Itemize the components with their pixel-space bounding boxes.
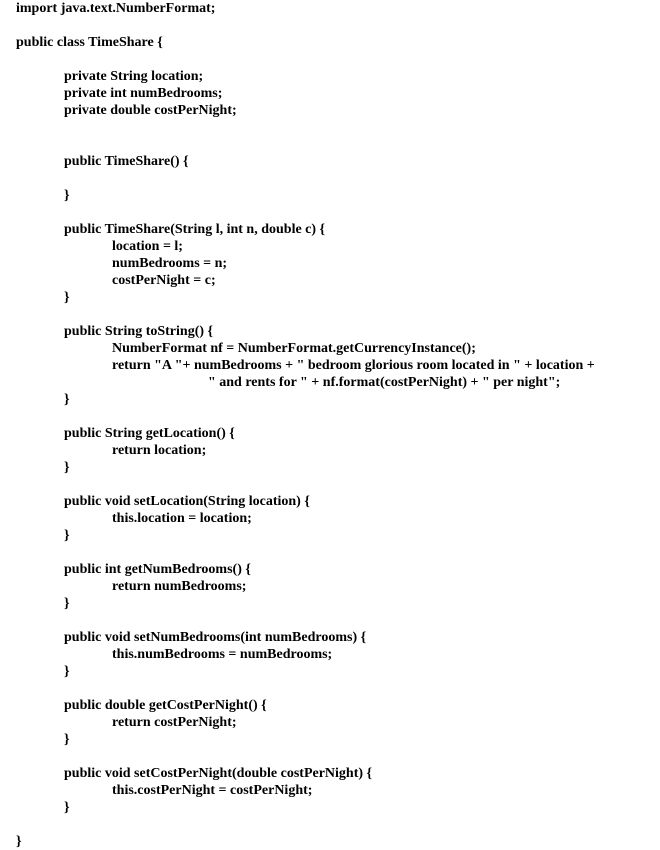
- code-line: this.numBedrooms = numBedrooms;: [112, 647, 333, 662]
- code-line: return "A "+ numBedrooms + " bedroom glorious room located in " + location +: [112, 358, 595, 373]
- code-line: NumberFormat nf = NumberFormat.getCurrencyInstance();: [112, 341, 476, 356]
- code-line: location = l;: [112, 239, 183, 254]
- blank-line: [16, 306, 656, 323]
- blank-line: [16, 408, 656, 425]
- java-source-listing: [16, 0, 656, 850]
- code-line: public class TimeShare {: [16, 35, 163, 50]
- code-line: public void setCostPerNight(double costPerNight) {: [64, 766, 373, 781]
- blank-line: [16, 51, 656, 68]
- code-line: private String location;: [64, 69, 204, 84]
- code-line: import java.text.NumberFormat;: [16, 1, 216, 16]
- code-line: }: [64, 732, 70, 747]
- code-line: costPerNight = c;: [112, 273, 216, 288]
- code-line: return location;: [112, 443, 207, 458]
- blank-line: [16, 748, 656, 765]
- blank-line: [16, 816, 656, 833]
- code-line: public int getNumBedrooms() {: [64, 562, 251, 577]
- code-line: }: [64, 800, 70, 815]
- code-line: }: [64, 392, 70, 407]
- blank-line: [16, 544, 656, 561]
- blank-line: [16, 204, 656, 221]
- code-line: }: [64, 188, 70, 203]
- code-line: public TimeShare() {: [64, 154, 189, 169]
- code-line: }: [64, 528, 70, 543]
- code-line: }: [64, 460, 70, 475]
- code-line: public String toString() {: [64, 324, 214, 339]
- code-line: this.costPerNight = costPerNight;: [112, 783, 313, 798]
- code-line: private int numBedrooms;: [64, 86, 223, 101]
- code-line: " and rents for " + nf.format(costPerNight) + " per night";: [208, 375, 561, 390]
- code-line: numBedrooms = n;: [112, 256, 228, 271]
- code-line: private double costPerNight;: [64, 103, 237, 118]
- blank-line: [16, 476, 656, 493]
- code-line: }: [64, 290, 70, 305]
- code-line: }: [64, 596, 70, 611]
- code-line: public void setLocation(String location) {: [64, 494, 310, 509]
- code-line: public void setNumBedrooms(int numBedrooms) {: [64, 630, 367, 645]
- blank-line: [16, 136, 656, 153]
- blank-line: [16, 170, 656, 187]
- code-line: return costPerNight;: [112, 715, 237, 730]
- code-line: public TimeShare(String l, int n, double c) {: [64, 222, 326, 237]
- code-line: public String getLocation() {: [64, 426, 235, 441]
- code-line: this.location = location;: [112, 511, 252, 526]
- blank-line: [16, 680, 656, 697]
- blank-line: [16, 17, 656, 34]
- blank-line: [16, 119, 656, 136]
- code-line: }: [16, 834, 22, 849]
- code-line: }: [64, 664, 70, 679]
- blank-line: [16, 612, 656, 629]
- code-line: public double getCostPerNight() {: [64, 698, 267, 713]
- code-line: return numBedrooms;: [112, 579, 247, 594]
